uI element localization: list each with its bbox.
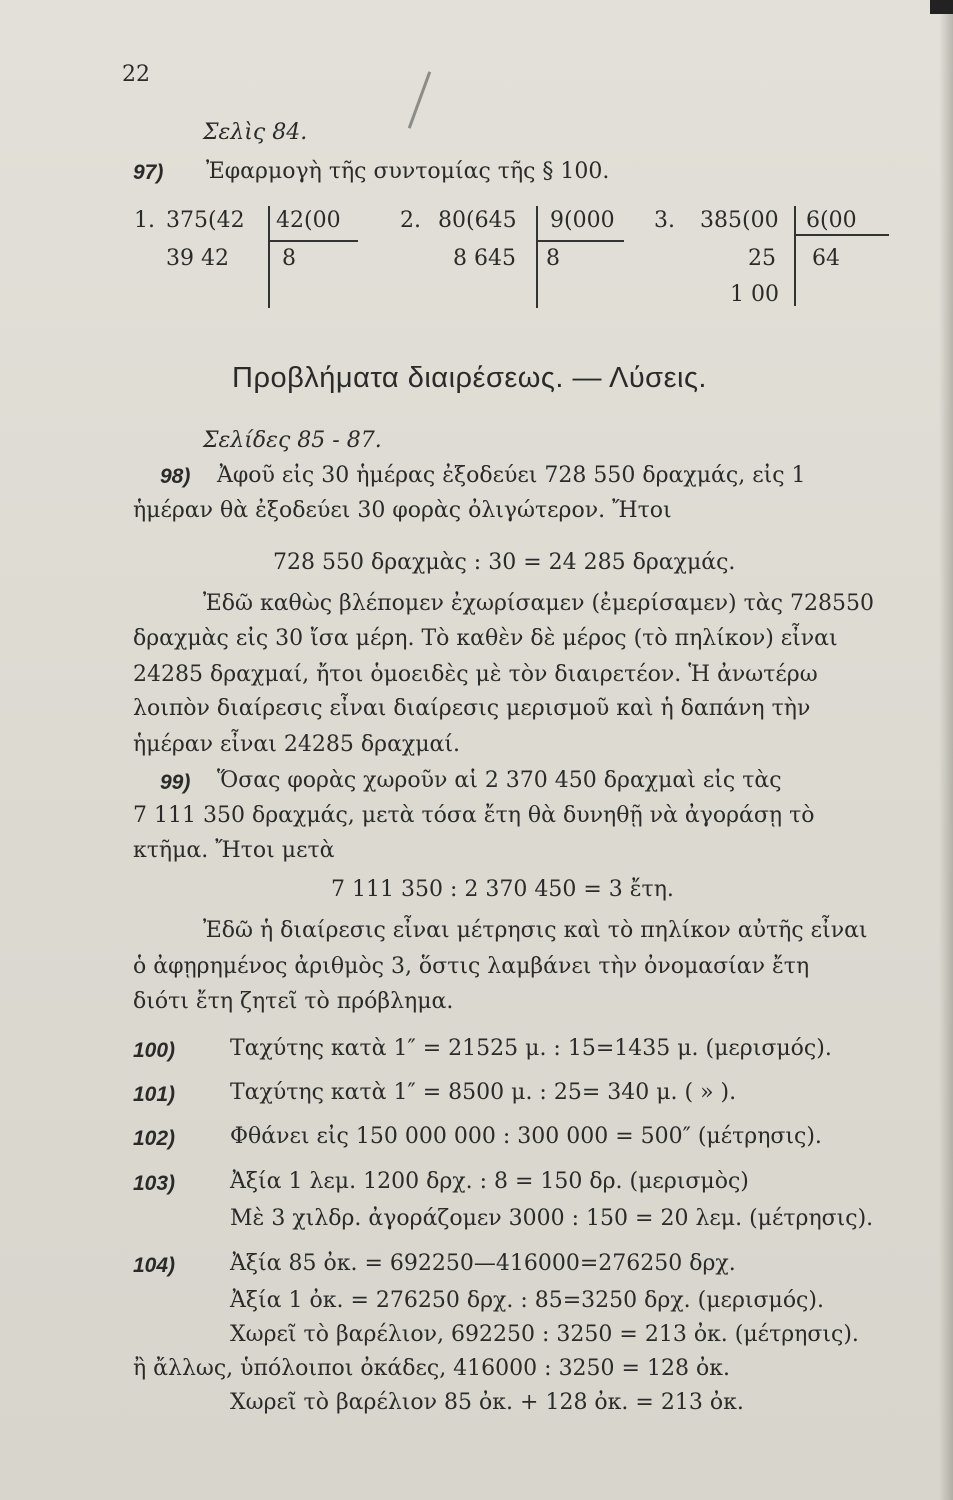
- division-1-dividend: 375(42: [166, 208, 245, 233]
- scan-corner: [930, 0, 953, 14]
- problem-104-line-4: ἢ ἄλλως, ὑπόλοιποι ὀκάδες, 416000 : 3250 = 128 ὀκ.: [133, 1356, 730, 1381]
- problem-100-number: 100): [133, 1039, 176, 1062]
- division-2-quotient: 8: [546, 246, 560, 271]
- problem-104-line-1: Ἀξία 85 ὀκ. = 692250—416000=276250 δρχ.: [230, 1251, 736, 1276]
- division-3-divisor: 6(00: [806, 208, 857, 233]
- problem-103-line-1: Ἀξία 1 λεμ. 1200 δρχ. : 8 = 150 δρ. (μερισμὸς): [230, 1169, 749, 1194]
- problem-98-explanation-2: δραχμὰς εἰς 30 ἴσα μέρη. Τὸ καθὲν δὲ μέρος (τὸ πηλίκον) εἶναι: [133, 626, 838, 651]
- problem-99-line-2: 7 111 350 δραχμάς, μετὰ τόσα ἔτη θὰ δυνηθῇ νὰ ἀγοράσῃ τὸ: [133, 803, 815, 828]
- division-3-label: 3.: [654, 208, 675, 233]
- problem-101-text: Ταχύτης κατὰ 1″ = 8500 μ. : 25= 340 μ. ( » ).: [230, 1080, 737, 1105]
- division-1-vertical-rule: [268, 206, 270, 308]
- section-reference-85-87: Σελίδες 85 - 87.: [203, 428, 382, 453]
- problem-101-number: 101): [133, 1083, 176, 1106]
- problem-104-line-5: Χωρεῖ τὸ βαρέλιον 85 ὀκ. + 128 ὀκ. = 213 ὀκ.: [230, 1390, 744, 1415]
- problem-98-explanation-4: λοιπὸν διαίρεσις εἶναι διαίρεσις μερισμοῦ καὶ ἡ δαπάνη τὴν: [133, 696, 811, 721]
- problem-102-text: Φθάνει εἰς 150 000 000 : 300 000 = 500″ (μέτρησις).: [230, 1124, 822, 1149]
- problem-103-number: 103): [133, 1172, 176, 1195]
- problem-104-number: 104): [133, 1254, 176, 1277]
- division-3-final-remainder: 1 00: [730, 282, 779, 307]
- problem-98-equation: 728 550 δραχμὰς : 30 = 24 285 δραχμάς.: [273, 550, 736, 575]
- problem-99-explanation-1: Ἐδῶ ἡ διαίρεσις εἶναι μέτρησις καὶ τὸ πηλίκον αὐτῆς εἶναι: [203, 918, 868, 943]
- division-2-label: 2.: [400, 208, 421, 233]
- problem-99-line-1: Ὅσας φορὰς χωροῦν αἱ 2 370 450 δραχμαὶ εἰς τὰς: [217, 768, 782, 793]
- problem-98-explanation-1: Ἐδῶ καθὼς βλέπομεν ἐχωρίσαμεν (ἐμερίσαμεν) τὰς 728550: [203, 591, 874, 616]
- problem-100-text: Ταχύτης κατὰ 1″ = 21525 μ. : 15=1435 μ. (μερισμός).: [230, 1036, 832, 1061]
- division-1-quotient: 8: [282, 246, 296, 271]
- division-2-remainder: 8 645: [453, 246, 516, 271]
- division-1-label: 1.: [134, 208, 155, 233]
- division-3-quotient: 64: [812, 246, 840, 271]
- problem-104-line-3: Χωρεῖ τὸ βαρέλιον, 692250 : 3250 = 213 ὀκ. (μέτρησις).: [230, 1322, 859, 1347]
- problem-104-line-2: Ἀξία 1 ὀκ. = 276250 δρχ. : 85=3250 δρχ. (μερισμός).: [230, 1288, 824, 1313]
- problem-102-number: 102): [133, 1127, 176, 1150]
- problem-99-number: 99): [160, 771, 191, 794]
- problem-99-equation: 7 111 350 : 2 370 450 = 3 ἔτη.: [331, 877, 674, 902]
- division-2-dividend: 80(645: [438, 208, 517, 233]
- problem-98-explanation-3: 24285 δραχμαί, ἤτοι ὁμοειδὲς μὲ τὸν διαιρετέον. Ἡ ἀνωτέρω: [133, 662, 818, 687]
- division-2-divisor: 9(000: [550, 208, 615, 233]
- section-heading: Προβλήματα διαιρέσεως. — Λύσεις.: [232, 362, 707, 394]
- problem-99-explanation-3: διότι ἔτη ζητεῖ τὸ πρόβλημα.: [133, 989, 454, 1014]
- division-3-remainder: 25: [748, 246, 776, 271]
- division-3-vertical-rule: [794, 206, 796, 306]
- pencil-mark: [408, 71, 431, 128]
- page-edge-shadow: [939, 0, 953, 1500]
- division-1-divisor: 42(00: [276, 208, 341, 233]
- problem-98-line-2: ἡμέραν θὰ ἐξοδεύει 30 φορὰς ὀλιγώτερον. Ἤτοι: [133, 498, 672, 523]
- problem-103-line-2: Μὲ 3 χιλδρ. ἀγοράζομεν 3000 : 150 = 20 λεμ. (μέτρησις).: [230, 1206, 874, 1231]
- problem-98-line-1: Ἀφοῦ εἰς 30 ἡμέρας ἐξοδεύει 728 550 δραχμάς, εἰς 1: [217, 463, 806, 488]
- division-1-horizontal-rule: [268, 240, 358, 242]
- problem-98-number: 98): [160, 465, 191, 488]
- problem-97-title: Ἐφαρμογὴ τῆς συντομίας τῆς § 100.: [206, 159, 610, 184]
- problem-99-explanation-2: ὁ ἀφῃρημένος ἀριθμὸς 3, ὅστις λαμβάνει τὴν ὀνομασίαν ἔτη: [133, 954, 810, 979]
- problem-98-explanation-5: ἡμέραν εἶναι 24285 δραχμαί.: [133, 732, 461, 757]
- division-2-vertical-rule: [536, 206, 538, 308]
- division-3-dividend: 385(00: [700, 208, 779, 233]
- section-97-reference: Σελὶς 84.: [203, 120, 308, 145]
- problem-97-number: 97): [133, 161, 164, 184]
- division-2-horizontal-rule: [536, 240, 624, 242]
- page-number: 22: [122, 62, 150, 87]
- division-3-horizontal-rule: [794, 234, 889, 236]
- problem-99-line-3: κτῆμα. Ἤτοι μετὰ: [133, 838, 335, 863]
- division-1-remainder: 39 42: [166, 246, 229, 271]
